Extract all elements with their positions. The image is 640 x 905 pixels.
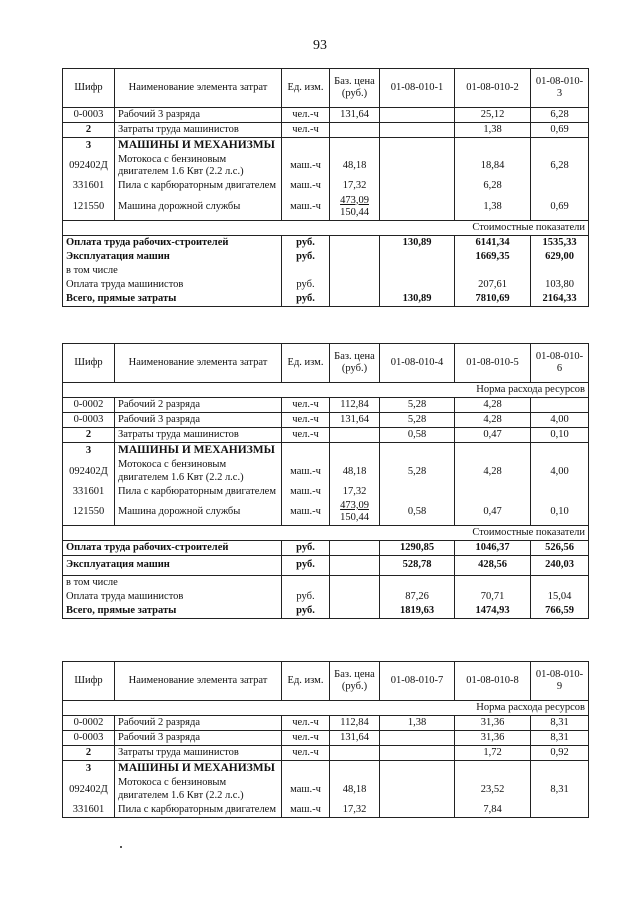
row-unit: маш.-ч <box>282 485 330 499</box>
cost-unit: руб. <box>282 540 330 555</box>
cost-name: Эксплуатация машин <box>63 555 282 575</box>
row-code: 3 <box>63 138 115 154</box>
header-col: 01-08-010-4 <box>380 344 455 383</box>
cost-value <box>531 575 589 590</box>
cost-value: 130,89 <box>380 292 455 307</box>
row-value <box>380 194 455 221</box>
table-row <box>63 746 589 761</box>
cost-value: 526,56 <box>531 540 589 555</box>
section-label: Стоимостные показатели <box>63 220 589 235</box>
row-value <box>380 776 455 802</box>
row-value: 8,31 <box>531 731 589 746</box>
row-unit: маш.-ч <box>282 179 330 193</box>
row-value: 25,12 <box>455 108 531 123</box>
cost-value: 428,56 <box>455 555 531 575</box>
cost-value: 1474,93 <box>455 604 531 619</box>
cost-value: 130,89 <box>380 235 455 250</box>
section-label: Стоимостные показатели <box>63 525 589 540</box>
table-row <box>63 731 589 746</box>
row-code: 2 <box>63 428 115 443</box>
cost-row <box>63 292 589 307</box>
scan-speck <box>120 846 122 848</box>
cost-unit: руб. <box>282 590 330 604</box>
row-name: Рабочий 3 разряда <box>115 731 282 746</box>
cost-value: 15,04 <box>531 590 589 604</box>
cost-name: Оплата труда рабочих-строителей <box>63 540 282 555</box>
cost-value <box>380 278 455 292</box>
row-name: Машина дорожной службы <box>115 499 282 526</box>
header-name: Наименование элемента затрат <box>115 662 282 701</box>
row-unit: чел.-ч <box>282 746 330 761</box>
cost-value <box>380 264 455 278</box>
row-code: 2 <box>63 123 115 138</box>
cost-value: 1046,37 <box>455 540 531 555</box>
section-row <box>63 138 589 154</box>
price-top: 473,09 <box>340 194 369 206</box>
cost-name: в том числе <box>63 575 282 590</box>
row-name: Рабочий 3 разряда <box>115 108 282 123</box>
cost-row <box>63 235 589 250</box>
cost-value: 1819,63 <box>380 604 455 619</box>
table-row <box>63 458 589 484</box>
cost-row <box>63 264 589 278</box>
section-label: Норма расхода ресурсов <box>63 383 589 398</box>
row-value: 8,31 <box>531 776 589 802</box>
table-row <box>63 803 589 818</box>
table-row <box>63 194 589 221</box>
price-bottom: 150,44 <box>340 511 369 523</box>
row-price: 17,32 <box>330 485 380 499</box>
row-value: 4,00 <box>531 413 589 428</box>
row-code: 0-0003 <box>63 731 115 746</box>
row-value <box>455 485 531 499</box>
row-unit: маш.-ч <box>282 458 330 484</box>
table-row <box>63 398 589 413</box>
row-value: 23,52 <box>455 776 531 802</box>
cost-value: 87,26 <box>380 590 455 604</box>
row-name: Машина дорожной службы <box>115 194 282 221</box>
cost-value: 7810,69 <box>455 292 531 307</box>
table-header-row <box>63 662 589 701</box>
header-code: Шифр <box>63 69 115 108</box>
row-price: 17,32 <box>330 803 380 818</box>
row-name: Мотокоса с бензиновым двигателем 1.6 Квт (2.2 л.с.) <box>115 776 282 802</box>
row-value: 1,72 <box>455 746 531 761</box>
header-col: 01-08-010-5 <box>455 344 531 383</box>
table-row <box>63 153 589 179</box>
cost-value: 629,00 <box>531 250 589 264</box>
row-value <box>531 485 589 499</box>
cost-unit <box>282 264 330 278</box>
price-bottom: 150,44 <box>340 206 369 218</box>
table-row <box>63 179 589 193</box>
table-row <box>63 716 589 731</box>
page-number: 93 <box>313 38 327 53</box>
row-price <box>330 194 380 221</box>
row-value: 6,28 <box>531 108 589 123</box>
cost-name: Всего, прямые затраты <box>63 292 282 307</box>
cost-value: 240,03 <box>531 555 589 575</box>
row-name: Рабочий 2 разряда <box>115 398 282 413</box>
row-name: Рабочий 3 разряда <box>115 413 282 428</box>
row-code: 092402Д <box>63 776 115 802</box>
row-price <box>330 428 380 443</box>
header-unit: Ед. изм. <box>282 69 330 108</box>
cost-unit: руб. <box>282 278 330 292</box>
header-price: Баз. цена (руб.) <box>330 662 380 701</box>
row-code: 3 <box>63 443 115 459</box>
table-row <box>63 123 589 138</box>
section-label: Норма расхода ресурсов <box>63 701 589 716</box>
cost-value: 70,71 <box>455 590 531 604</box>
row-unit: маш.-ч <box>282 803 330 818</box>
header-code: Шифр <box>63 662 115 701</box>
row-value: 5,28 <box>380 413 455 428</box>
header-col: 01-08-010-9 <box>531 662 589 701</box>
row-code: 092402Д <box>63 458 115 484</box>
cost-value: 1669,35 <box>455 250 531 264</box>
row-value: 6,28 <box>531 153 589 179</box>
row-unit: маш.-ч <box>282 499 330 526</box>
cost-name: Оплата труда рабочих-строителей <box>63 235 282 250</box>
row-name: Пила с карбюраторным двигателем <box>115 485 282 499</box>
section-title: МАШИНЫ И МЕХАНИЗМЫ <box>115 138 282 154</box>
row-unit: маш.-ч <box>282 776 330 802</box>
cost-name: Оплата труда машинистов <box>63 590 282 604</box>
header-col: 01-08-010-6 <box>531 344 589 383</box>
row-code: 121550 <box>63 194 115 221</box>
table-header-row <box>63 344 589 383</box>
row-unit: чел.-ч <box>282 123 330 138</box>
row-name: Пила с карбюраторным двигателем <box>115 803 282 818</box>
header-price: Баз. цена (руб.) <box>330 344 380 383</box>
row-value: 7,84 <box>455 803 531 818</box>
cost-value <box>455 264 531 278</box>
row-value <box>380 746 455 761</box>
row-price <box>330 123 380 138</box>
cost-name: Всего, прямые затраты <box>63 604 282 619</box>
cost-value <box>380 575 455 590</box>
row-value: 31,36 <box>455 731 531 746</box>
row-value: 4,28 <box>455 458 531 484</box>
row-value <box>380 803 455 818</box>
header-col: 01-08-010-1 <box>380 69 455 108</box>
row-value <box>531 803 589 818</box>
row-unit: чел.-ч <box>282 716 330 731</box>
header-code: Шифр <box>63 344 115 383</box>
row-value: 0,69 <box>531 194 589 221</box>
cost-unit: руб. <box>282 292 330 307</box>
row-price: 131,64 <box>330 413 380 428</box>
row-price: 131,64 <box>330 108 380 123</box>
row-value: 1,38 <box>455 123 531 138</box>
row-value <box>380 153 455 179</box>
table-row <box>63 428 589 443</box>
row-value: 1,38 <box>455 194 531 221</box>
row-value: 18,84 <box>455 153 531 179</box>
row-code: 0-0002 <box>63 398 115 413</box>
row-value: 1,38 <box>380 716 455 731</box>
row-value: 6,28 <box>455 179 531 193</box>
cost-value <box>531 264 589 278</box>
header-col: 01-08-010-3 <box>531 69 589 108</box>
header-unit: Ед. изм. <box>282 344 330 383</box>
row-value: 0,58 <box>380 428 455 443</box>
section-label-row <box>63 383 589 398</box>
row-value: 0,92 <box>531 746 589 761</box>
table-row <box>63 499 589 526</box>
row-price: 112,84 <box>330 716 380 731</box>
section-label-row <box>63 525 589 540</box>
section-title: МАШИНЫ И МЕХАНИЗМЫ <box>115 443 282 459</box>
table-row <box>63 413 589 428</box>
row-unit: чел.-ч <box>282 428 330 443</box>
cost-unit <box>282 575 330 590</box>
row-name: Затраты труда машинистов <box>115 746 282 761</box>
row-price: 112,84 <box>330 398 380 413</box>
row-value: 0,10 <box>531 499 589 526</box>
cost-value <box>380 250 455 264</box>
cost-name: Эксплуатация машин <box>63 250 282 264</box>
row-code: 331601 <box>63 803 115 818</box>
row-price: 48,18 <box>330 776 380 802</box>
row-unit: маш.-ч <box>282 194 330 221</box>
cost-row <box>63 555 589 575</box>
cost-value: 1290,85 <box>380 540 455 555</box>
row-value: 8,31 <box>531 716 589 731</box>
cost-table-2 <box>62 343 589 619</box>
header-col: 01-08-010-2 <box>455 69 531 108</box>
section-title: МАШИНЫ И МЕХАНИЗМЫ <box>115 761 282 777</box>
row-value <box>380 731 455 746</box>
table-row <box>63 776 589 802</box>
row-price: 131,64 <box>330 731 380 746</box>
header-price: Баз. цена (руб.) <box>330 69 380 108</box>
cost-unit: руб. <box>282 235 330 250</box>
section-row <box>63 761 589 777</box>
row-value <box>380 123 455 138</box>
cost-name: Оплата труда машинистов <box>63 278 282 292</box>
row-name: Мотокоса с бензиновым двигателем 1.6 Квт (2.2 л.с.) <box>115 153 282 179</box>
row-unit: чел.-ч <box>282 108 330 123</box>
row-name: Затраты труда машинистов <box>115 428 282 443</box>
row-value <box>380 108 455 123</box>
price-top: 473,09 <box>340 499 369 511</box>
row-unit: чел.-ч <box>282 413 330 428</box>
row-value: 0,47 <box>455 499 531 526</box>
row-name: Мотокоса с бензиновым двигателем 1.6 Квт (2.2 л.с.) <box>115 458 282 484</box>
section-row <box>63 443 589 459</box>
cost-row <box>63 604 589 619</box>
header-name: Наименование элемента затрат <box>115 344 282 383</box>
cost-row <box>63 250 589 264</box>
row-value: 5,28 <box>380 458 455 484</box>
cost-value: 103,80 <box>531 278 589 292</box>
row-value: 0,58 <box>380 499 455 526</box>
row-code: 0-0003 <box>63 413 115 428</box>
header-col: 01-08-010-8 <box>455 662 531 701</box>
row-price <box>330 746 380 761</box>
row-value: 0,10 <box>531 428 589 443</box>
header-unit: Ед. изм. <box>282 662 330 701</box>
row-unit: маш.-ч <box>282 153 330 179</box>
row-name: Затраты труда машинистов <box>115 123 282 138</box>
row-value: 0,69 <box>531 123 589 138</box>
cost-value: 6141,34 <box>455 235 531 250</box>
row-price: 48,18 <box>330 153 380 179</box>
cost-unit: руб. <box>282 250 330 264</box>
cost-unit: руб. <box>282 555 330 575</box>
row-code: 3 <box>63 761 115 777</box>
row-value: 31,36 <box>455 716 531 731</box>
cost-name: в том числе <box>63 264 282 278</box>
row-code: 0-0003 <box>63 108 115 123</box>
row-value <box>531 398 589 413</box>
row-price: 48,18 <box>330 458 380 484</box>
cost-table-1 <box>62 68 589 307</box>
row-unit: чел.-ч <box>282 731 330 746</box>
row-value: 5,28 <box>380 398 455 413</box>
cost-value: 528,78 <box>380 555 455 575</box>
cost-value: 766,59 <box>531 604 589 619</box>
row-code: 0-0002 <box>63 716 115 731</box>
cost-value: 207,61 <box>455 278 531 292</box>
row-name: Рабочий 2 разряда <box>115 716 282 731</box>
row-value: 4,28 <box>455 398 531 413</box>
row-value <box>380 179 455 193</box>
table-row <box>63 485 589 499</box>
cost-table-3 <box>62 661 589 818</box>
section-label-row <box>63 701 589 716</box>
section-label-row <box>63 220 589 235</box>
row-name: Пила с карбюраторным двигателем <box>115 179 282 193</box>
row-price <box>330 499 380 526</box>
table-row <box>63 108 589 123</box>
row-value <box>380 485 455 499</box>
row-value: 0,47 <box>455 428 531 443</box>
cost-value <box>455 575 531 590</box>
cost-row <box>63 575 589 590</box>
row-price: 17,32 <box>330 179 380 193</box>
row-value <box>531 179 589 193</box>
row-unit: чел.-ч <box>282 398 330 413</box>
cost-value: 1535,33 <box>531 235 589 250</box>
cost-value: 2164,33 <box>531 292 589 307</box>
row-value: 4,28 <box>455 413 531 428</box>
row-code: 331601 <box>63 179 115 193</box>
table-header-row <box>63 69 589 108</box>
cost-unit: руб. <box>282 604 330 619</box>
header-col: 01-08-010-7 <box>380 662 455 701</box>
cost-row <box>63 278 589 292</box>
row-value: 4,00 <box>531 458 589 484</box>
cost-row <box>63 540 589 555</box>
header-name: Наименование элемента затрат <box>115 69 282 108</box>
row-code: 331601 <box>63 485 115 499</box>
row-code: 092402Д <box>63 153 115 179</box>
cost-row <box>63 590 589 604</box>
row-code: 2 <box>63 746 115 761</box>
row-code: 121550 <box>63 499 115 526</box>
